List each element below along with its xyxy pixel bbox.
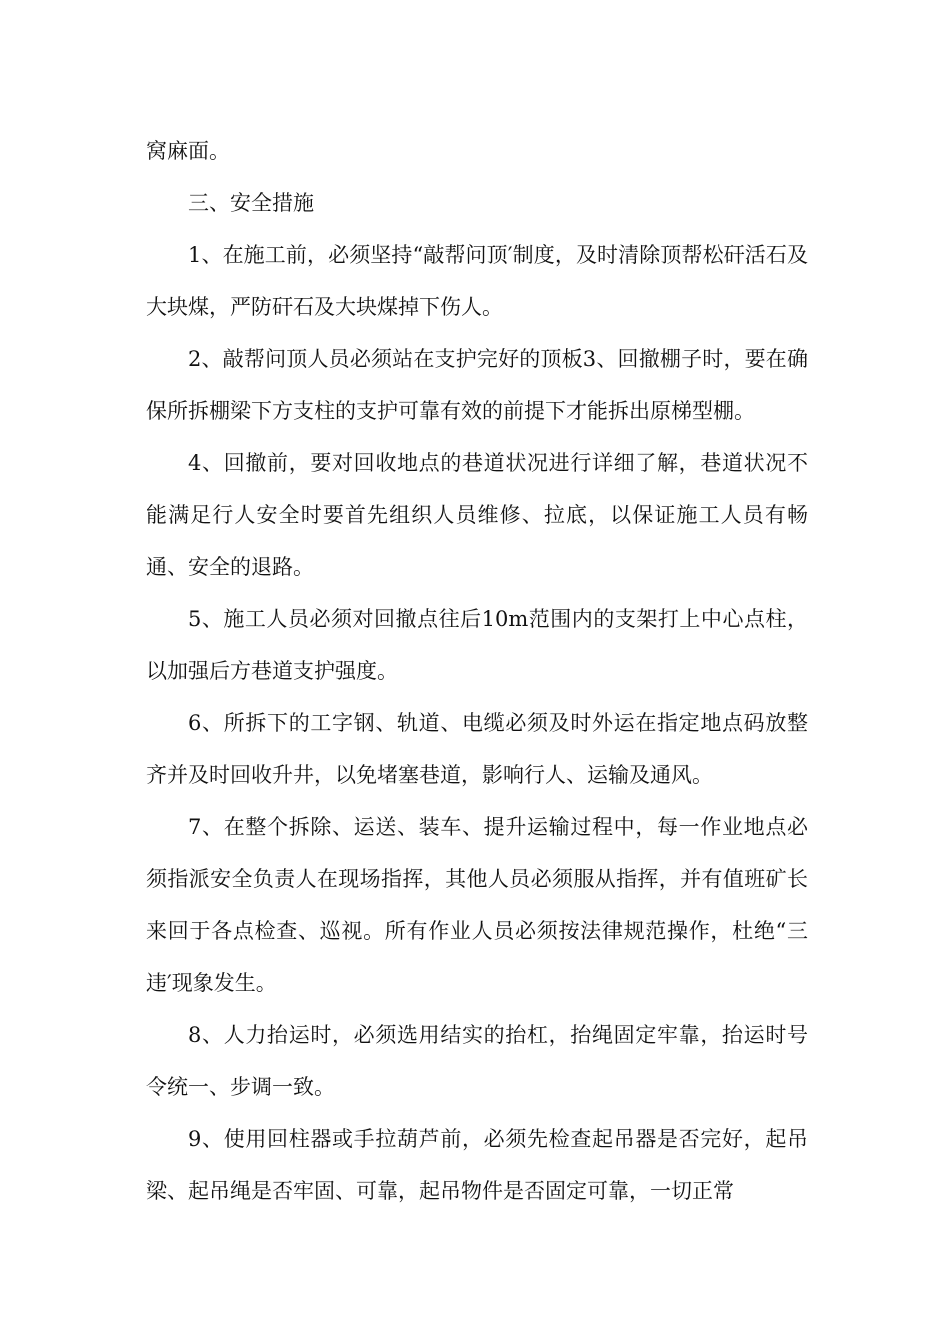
document-body: [146, 125, 808, 1217]
paragraph-item-4: 4、回撤前，要对回收地点的巷道状况进行详细了解，巷道状况不能满足行人安全时要首先组织人员维修、拉底，以保证施工人员有畅通、安全的退路。: [146, 451, 808, 579]
paragraph-item-1: 1、在施工前，必须坚持“敲帮问顶′制度，及时清除顶帮松矸活石及大块煤，严防矸石及大块煤掉下伤人。: [146, 243, 808, 319]
section-heading-safety-measures: 三、安全措施: [188, 191, 314, 215]
paragraph-item-9: 9、使用回柱器或手拉葫芦前，必须先检查起吊器是否完好，起吊梁、起吊绳是否牢固、可靠，起吊物件是否固定可靠，一切正常: [146, 1127, 808, 1203]
paragraph-item-7: 7、在整个拆除、运送、装车、提升运输过程中，每一作业地点必须指派安全负责人在现场指挥，其他人员必须服从指挥，并有值班矿长来回于各点检查、巡视。所有作业人员必须按法律规范操作，杜绝“三违′现象发生。: [146, 815, 808, 995]
paragraph-item-2-3: 2、敲帮问顶人员必须站在支护完好的顶板3、回撤棚子时，要在确保所拆棚梁下方支柱的支护可靠有效的前提下才能拆出原梯型棚。: [146, 347, 808, 423]
paragraph-item-6: 6、所拆下的工字钢、轨道、电缆必须及时外运在指定地点码放整齐并及时回收升井，以免堵塞巷道，影响行人、运输及通风。: [146, 711, 808, 787]
paragraph-item-8: 8、人力抬运时，必须选用结实的抬杠，抬绳固定牢靠，抬运时号令统一、步调一致。: [146, 1023, 808, 1099]
paragraph-item-5: 5、施工人员必须对回撤点往后10m范围内的支架打上中心点柱，以加强后方巷道支护强度。: [146, 607, 808, 683]
paragraph-continuation: 窝麻面。: [146, 139, 230, 163]
